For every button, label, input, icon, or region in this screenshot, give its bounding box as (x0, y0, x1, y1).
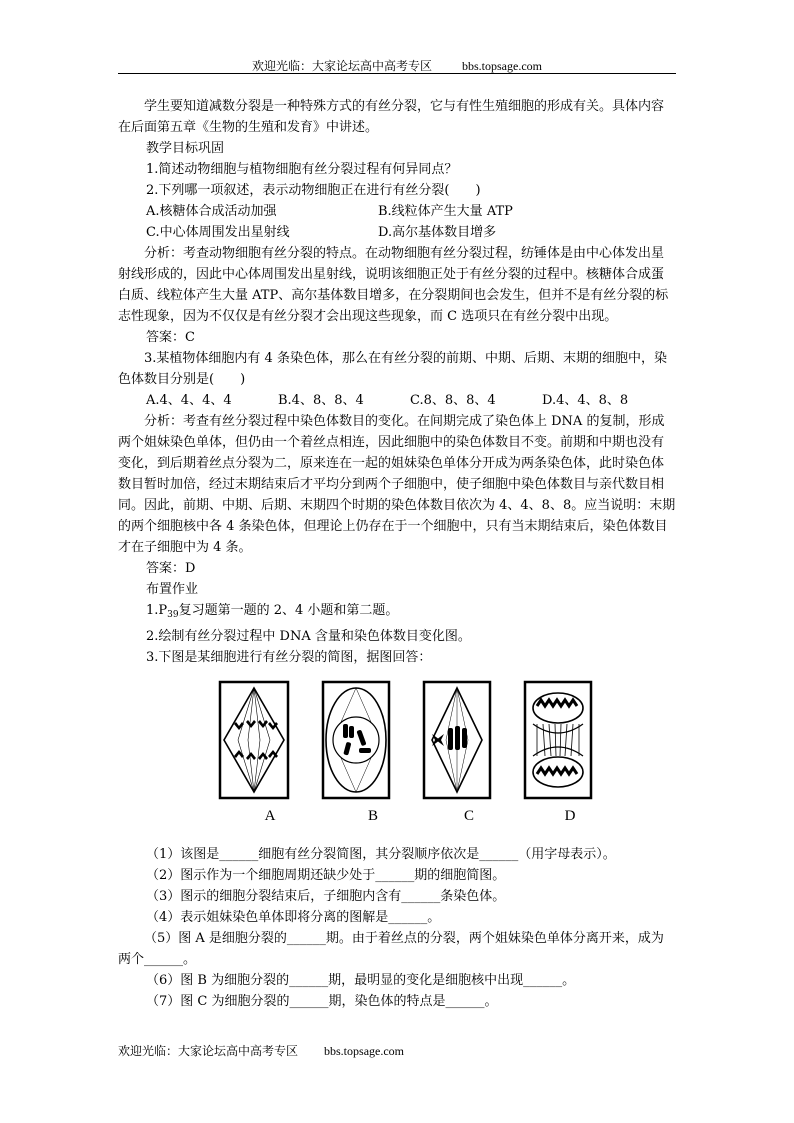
figure-label-c: C (463, 808, 474, 824)
figure-label-d: D (564, 808, 576, 824)
q3-option-b: B.4、8、8、4 (278, 393, 364, 408)
q3-answer: 答案：D (146, 561, 196, 576)
figure-question-4: （4）表示姐妹染色单体即将分离的图解是______。 (146, 910, 441, 925)
figure-label-a: A (264, 808, 276, 824)
q2-options-row-2 (118, 222, 676, 243)
question-1: 1.简述动物细胞与植物细胞有丝分裂过程有何异同点？ (146, 162, 458, 177)
q2-option-c: C.中心体周围发出星射线 (146, 225, 290, 240)
q3-option-a: A.4、4、4、4 (146, 393, 232, 408)
q2-option-b: B.线粒体产生大量 ATP (378, 204, 513, 219)
mitosis-figure (118, 672, 676, 844)
mitosis-diagram-c (422, 680, 492, 800)
mitosis-diagram-a (218, 680, 290, 800)
figure-question-6: （6）图 B 为细胞分裂的______期，最明显的变化是细胞核中出现______。 (146, 973, 576, 988)
mitosis-diagram-d (523, 680, 593, 800)
homework-3: 3.下图是某细胞进行有丝分裂的简图，据图回答： (146, 650, 432, 665)
header-welcome: 欢迎光临：大家论坛高中高考专区 (251, 59, 432, 73)
figure-question-7: （7）图 C 为细胞分裂的______期，染色体的特点是______。 (146, 994, 498, 1009)
homework-1-text: 复习题第一题的 2、4 小题和第二题。 (178, 603, 399, 618)
question-3: 3.某植物体细胞内有 4 条染色体，那么在有丝分裂的前期、中期、后期、末期的细胞中，染色体数目分别是( ) (118, 351, 667, 387)
page-header (118, 58, 676, 74)
figure-question-3: （3）图示的细胞分裂结束后，子细胞内含有______条染色体。 (146, 889, 506, 904)
header-rule (118, 73, 676, 74)
homework-2: 2.绘制有丝分裂过程中 DNA 含量和染色体数目变化图。 (146, 629, 471, 644)
figure-label-b: B (367, 808, 378, 824)
figure-question-2: （2）图示作为一个细胞周期还缺少处于______期的细胞简图。 (146, 868, 506, 883)
q2-option-a: A.核糖体合成活动加强 (146, 204, 277, 219)
q3-option-d: D.4、4、8、8 (542, 393, 629, 408)
section-heading-consolidate: 教学目标巩固 (146, 141, 225, 156)
q3-analysis: 分析：考查有丝分裂过程中染色体数目的变化。在间期完成了染色体上 DNA 的复制，形成两个姐妹染色单体，但仍由一个着丝点相连，因此细胞中的染色体数目不变。前期和中期也没有变化，到后期着丝点分裂为二，原来连在一起的姐妹染色单体分开成为两条染色体，此时染色体数目暂时加倍，经过末期结束后才平均分到两个子细胞中，使子细胞中染色体数目与亲代数目相同。因此，前期、中期、后期、末期四个时期的染色体数目依次为 4、4、8、8。应当说明：末期的两个细胞核中各 4 条染色体，但理论上仍存在于一个细胞中，只有当末期结束后，染色体数目才在子细胞中为 4 条。 (118, 414, 676, 555)
q3-option-c: C.8、8、8、4 (410, 393, 496, 408)
q2-answer: 答案：C (146, 330, 195, 345)
footer-site-link[interactable]: bbs.topsage.com (324, 1044, 405, 1058)
mitosis-diagram-b (321, 680, 391, 800)
q2-options-row-1 (118, 201, 676, 222)
section-heading-homework: 布置作业 (146, 582, 199, 597)
homework-1-page-subscript: 39 (167, 610, 179, 620)
q2-option-d: D.高尔基体数目增多 (378, 225, 497, 240)
question-2: 2.下列哪一项叙述，表示动物细胞正在进行有丝分裂( ) (146, 183, 481, 198)
figure-question-5: （5）图 A 是细胞分裂的______期。由于着丝点的分裂，两个姐妹染色单体分离开来，成为两个______。 (118, 931, 664, 967)
q3-options-row (118, 390, 676, 411)
homework-1 (118, 600, 676, 626)
homework-1-prefix: 1.P (146, 603, 168, 618)
figure-question-1: （1）该图是______细胞有丝分裂简图，其分裂顺序依次是______（用字母表示）。 (146, 847, 616, 862)
q2-analysis: 分析：考查动物细胞有丝分裂的特点。在动物细胞有丝分裂过程，纺锤体是由中心体发出星射线形成的，因此中心体周围发出星射线，说明该细胞正处于有丝分裂的过程中。核糖体合成蛋白质、线粒体产生大量 ATP、高尔基体数目增多，在分裂期间也会发生，但并不是有丝分裂的标志性现象，因为不仅仅是有丝分裂才会出现这些现象，而 C 选项只在有丝分裂中出现。 (118, 246, 669, 324)
intro-paragraph: 学生要知道减数分裂是一种特殊方式的有丝分裂，它与有性生殖细胞的形成有关。具体内容在后面第五章《生物的生殖和发育》中讲述。 (118, 99, 665, 135)
footer-welcome: 欢迎光临：大家论坛高中高考专区 (118, 1044, 299, 1058)
document-body (118, 96, 676, 1012)
header-site-link[interactable]: bbs.topsage.com (462, 59, 542, 73)
page-footer (118, 1043, 404, 1059)
